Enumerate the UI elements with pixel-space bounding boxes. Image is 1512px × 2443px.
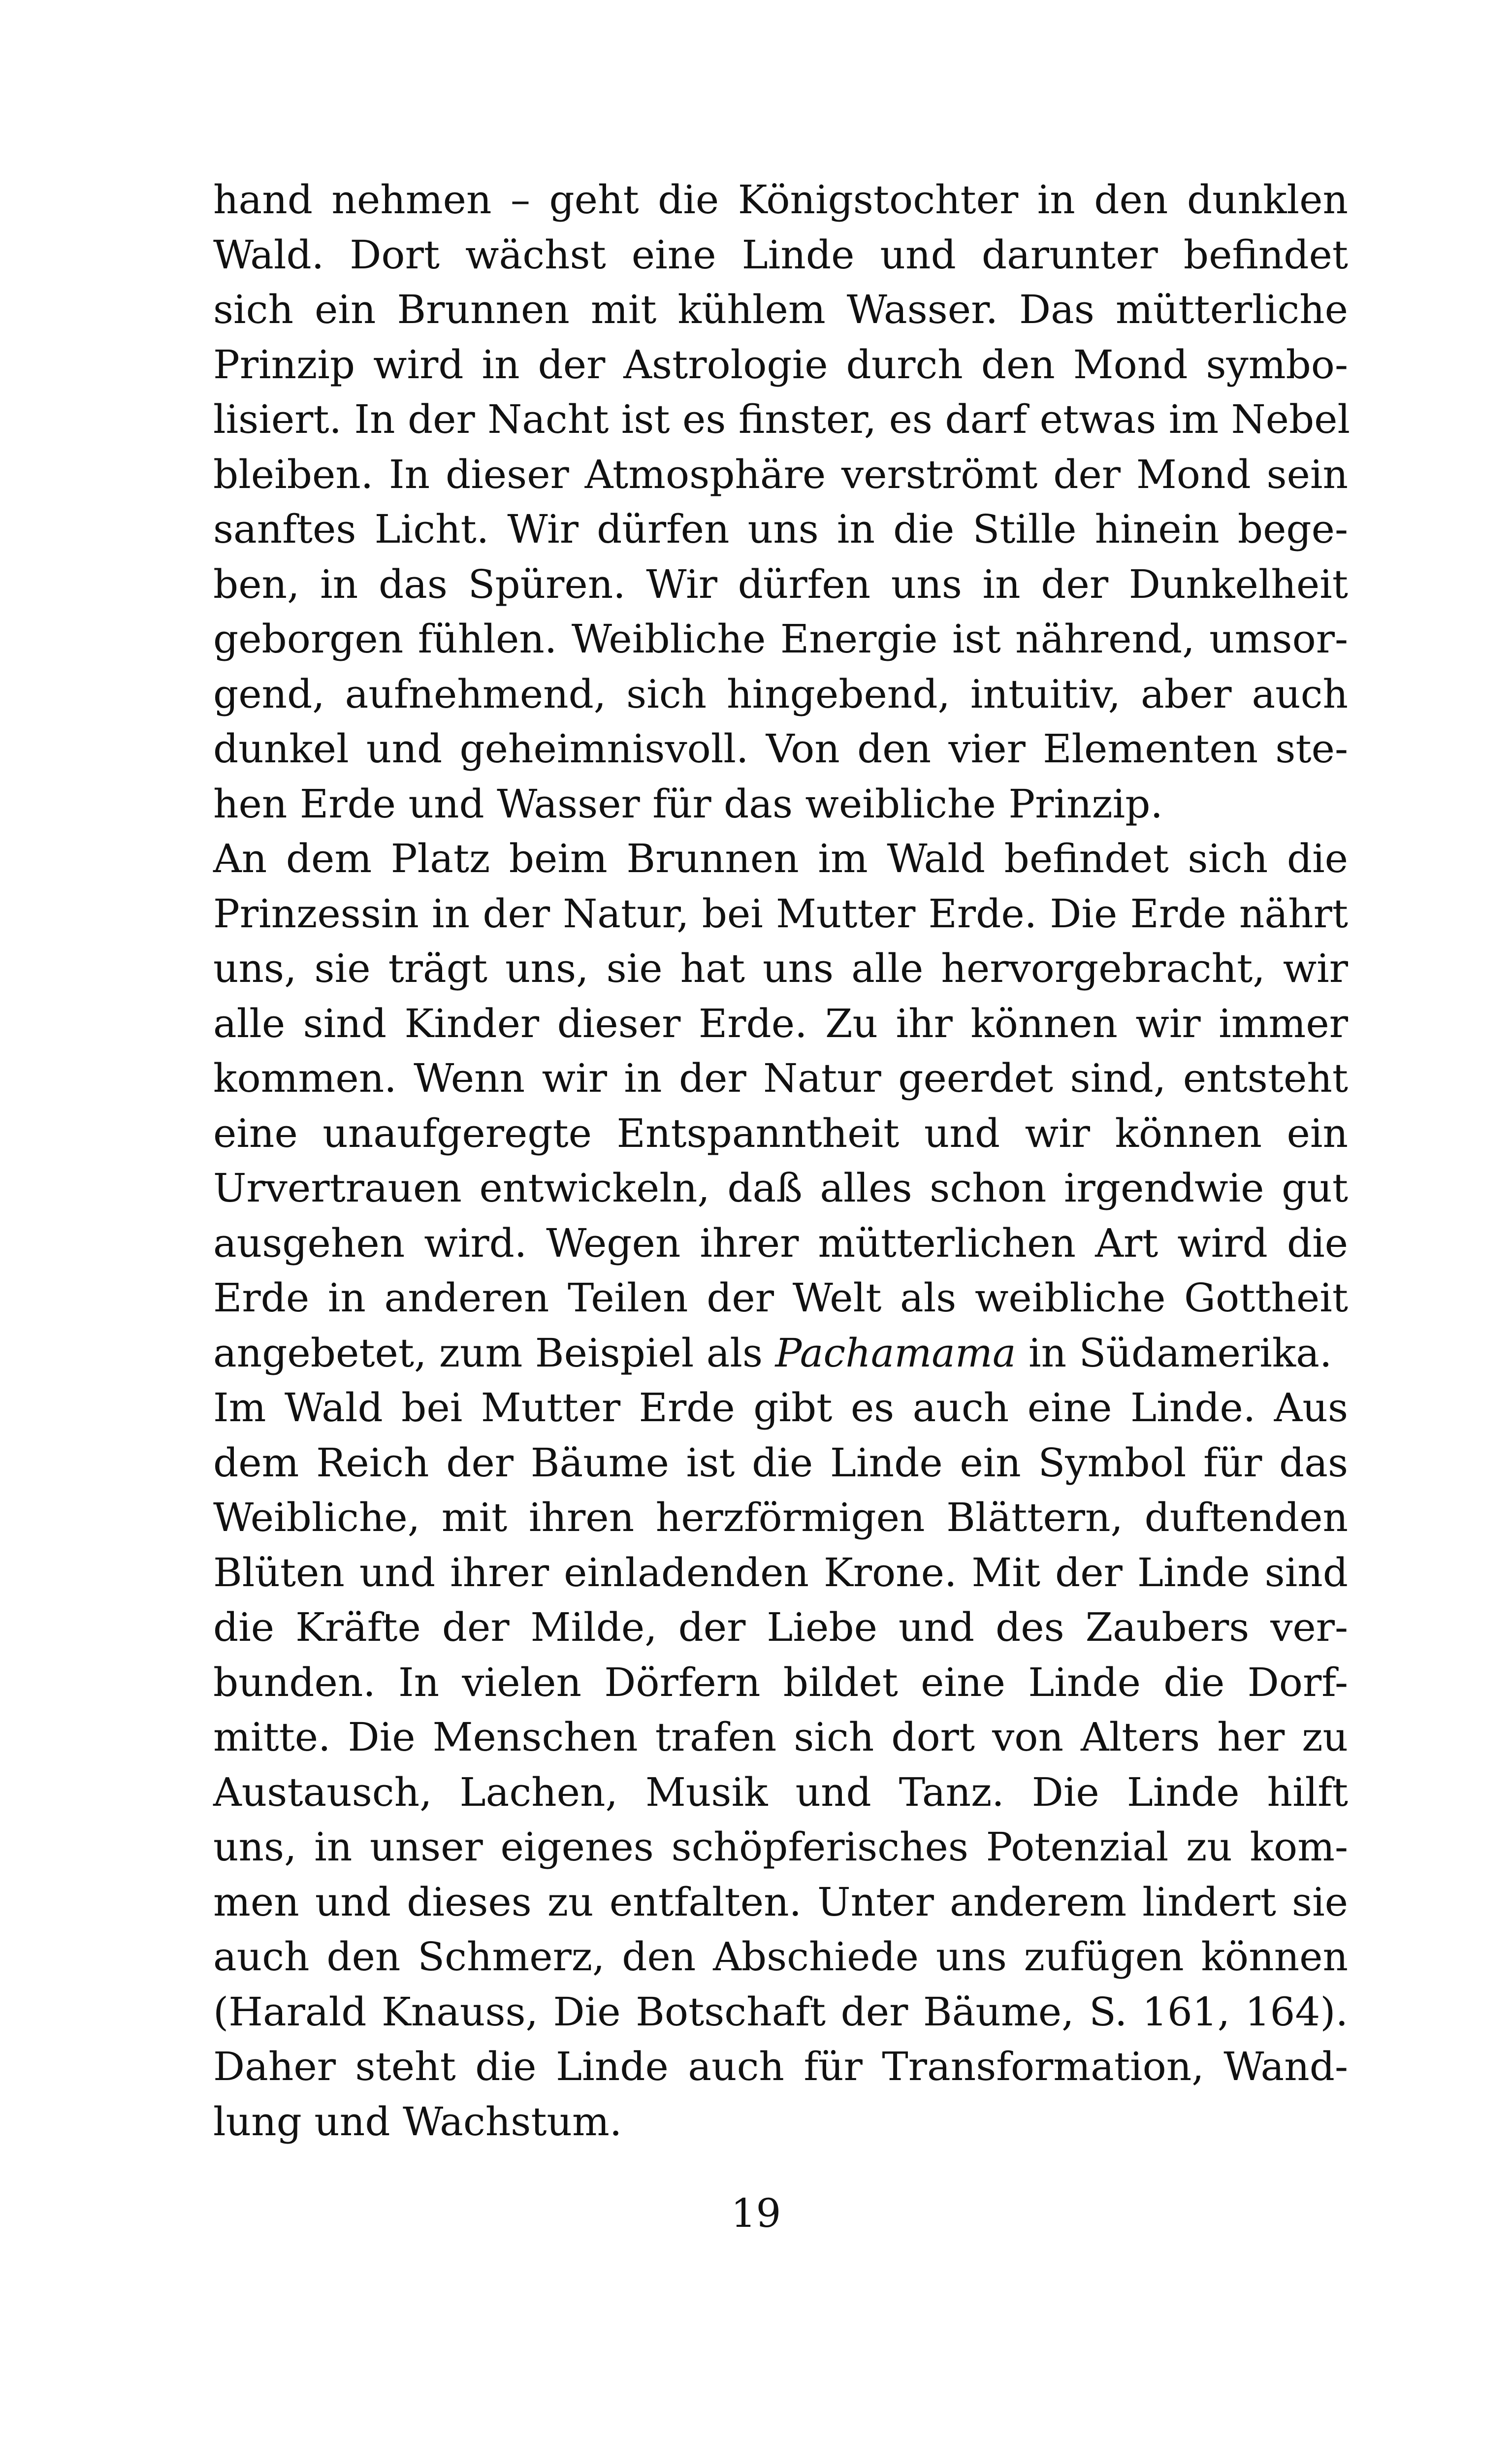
text-line: An dem Platz beim Brunnen im Wald befindet sich die [213,836,1348,881]
text-line: Urvertrauen entwickeln, daß alles schon irgendwie gut [213,1165,1348,1211]
text-line: die Kräfte der Milde, der Liebe und des Zaubers ver- [213,1604,1348,1650]
text-line: uns, sie trägt uns, sie hat uns alle hervorgebracht, wir [213,945,1348,991]
text-line: mitte. Die Menschen trafen sich dort von Alters her zu [213,1714,1348,1760]
page-number: 19 [731,2190,781,2236]
text-line: lisiert. In der Nacht ist es finster, es darf etwas im Nebel [213,396,1351,442]
text-line: Prinzip wird in der Astrologie durch den Mond symbo- [213,341,1348,388]
text-line: hand nehmen – geht die Königstochter in den dunklen [213,177,1348,223]
text-line: sanftes Licht. Wir dürfen uns in die Stille hinein bege- [213,506,1348,552]
text-line: Weibliche, mit ihren herzförmigen Blättern, duftenden [213,1495,1348,1540]
emphasized-term: Pachamama [775,1330,1016,1376]
text-line: sich ein Brunnen mit kühlem Wasser. Das mütterliche [213,287,1348,332]
text-line: Erde in anderen Teilen der Welt als weibliche Gottheit [213,1275,1348,1321]
text-line: auch den Schmerz, den Abschiede uns zufügen können [213,1934,1348,1980]
text-line: dem Reich der Bäume ist die Linde ein Symbol für das [213,1439,1348,1486]
text-segment: in Südamerika. [1016,1330,1332,1376]
text-line: Daher steht die Linde auch für Transformation, Wand- [213,2044,1348,2089]
text-line: Austausch, Lachen, Musik und Tanz. Die Linde hilft [213,1769,1348,1815]
text-line: geborgen fühlen. Weibliche Energie ist nährend, umsor- [213,616,1348,662]
body-text [213,172,1351,2149]
text-line: kommen. Wenn wir in der Natur geerdet sind, entsteht [213,1055,1348,1101]
text-line: hen Erde und Wasser für das weibliche Prinzip. [213,781,1163,827]
text-line: lung und Wachstum. [213,2098,622,2145]
text-segment: angebetet, zum Beispiel als [213,1330,775,1376]
text-line: bunden. In vielen Dörfern bildet eine Linde die Dorf- [213,1659,1348,1705]
text-line: ben, in das Spüren. Wir dürfen uns in der Dunkelheit [213,561,1348,607]
text-line: gend, aufnehmend, sich hingebend, intuitiv, aber auch [213,671,1348,717]
text-line: Blüten und ihrer einladenden Krone. Mit der Linde sind [213,1549,1348,1596]
text-line: Prinzessin in der Natur, bei Mutter Erde. Die Erde nährt [213,890,1348,937]
text-line [213,1326,1348,1381]
text-line: Wald. Dort wächst eine Linde und darunter befindet [213,231,1348,278]
text-line: Im Wald bei Mutter Erde gibt es auch eine Linde. Aus [213,1385,1348,1431]
text-line: dunkel und geheimnisvoll. Von den vier Elementen ste- [213,726,1348,772]
text-line: uns, in unser eigenes schöpferisches Potenzial zu kom- [213,1824,1348,1870]
text-line: bleiben. In dieser Atmosphäre verströmt der Mond sein [213,451,1348,497]
text-line: alle sind Kinder dieser Erde. Zu ihr können wir immer [213,1000,1348,1046]
text-line: (Harald Knauss, Die Botschaft der Bäume, S. 161, 164). [213,1988,1348,2035]
text-line: ausgehen wird. Wegen ihrer mütterlichen Art wird die [213,1220,1348,1266]
text-line: men und dieses zu entfalten. Unter anderem lindert sie [213,1879,1348,1925]
text-line: eine unaufgeregte Entspanntheit und wir können ein [213,1110,1348,1156]
